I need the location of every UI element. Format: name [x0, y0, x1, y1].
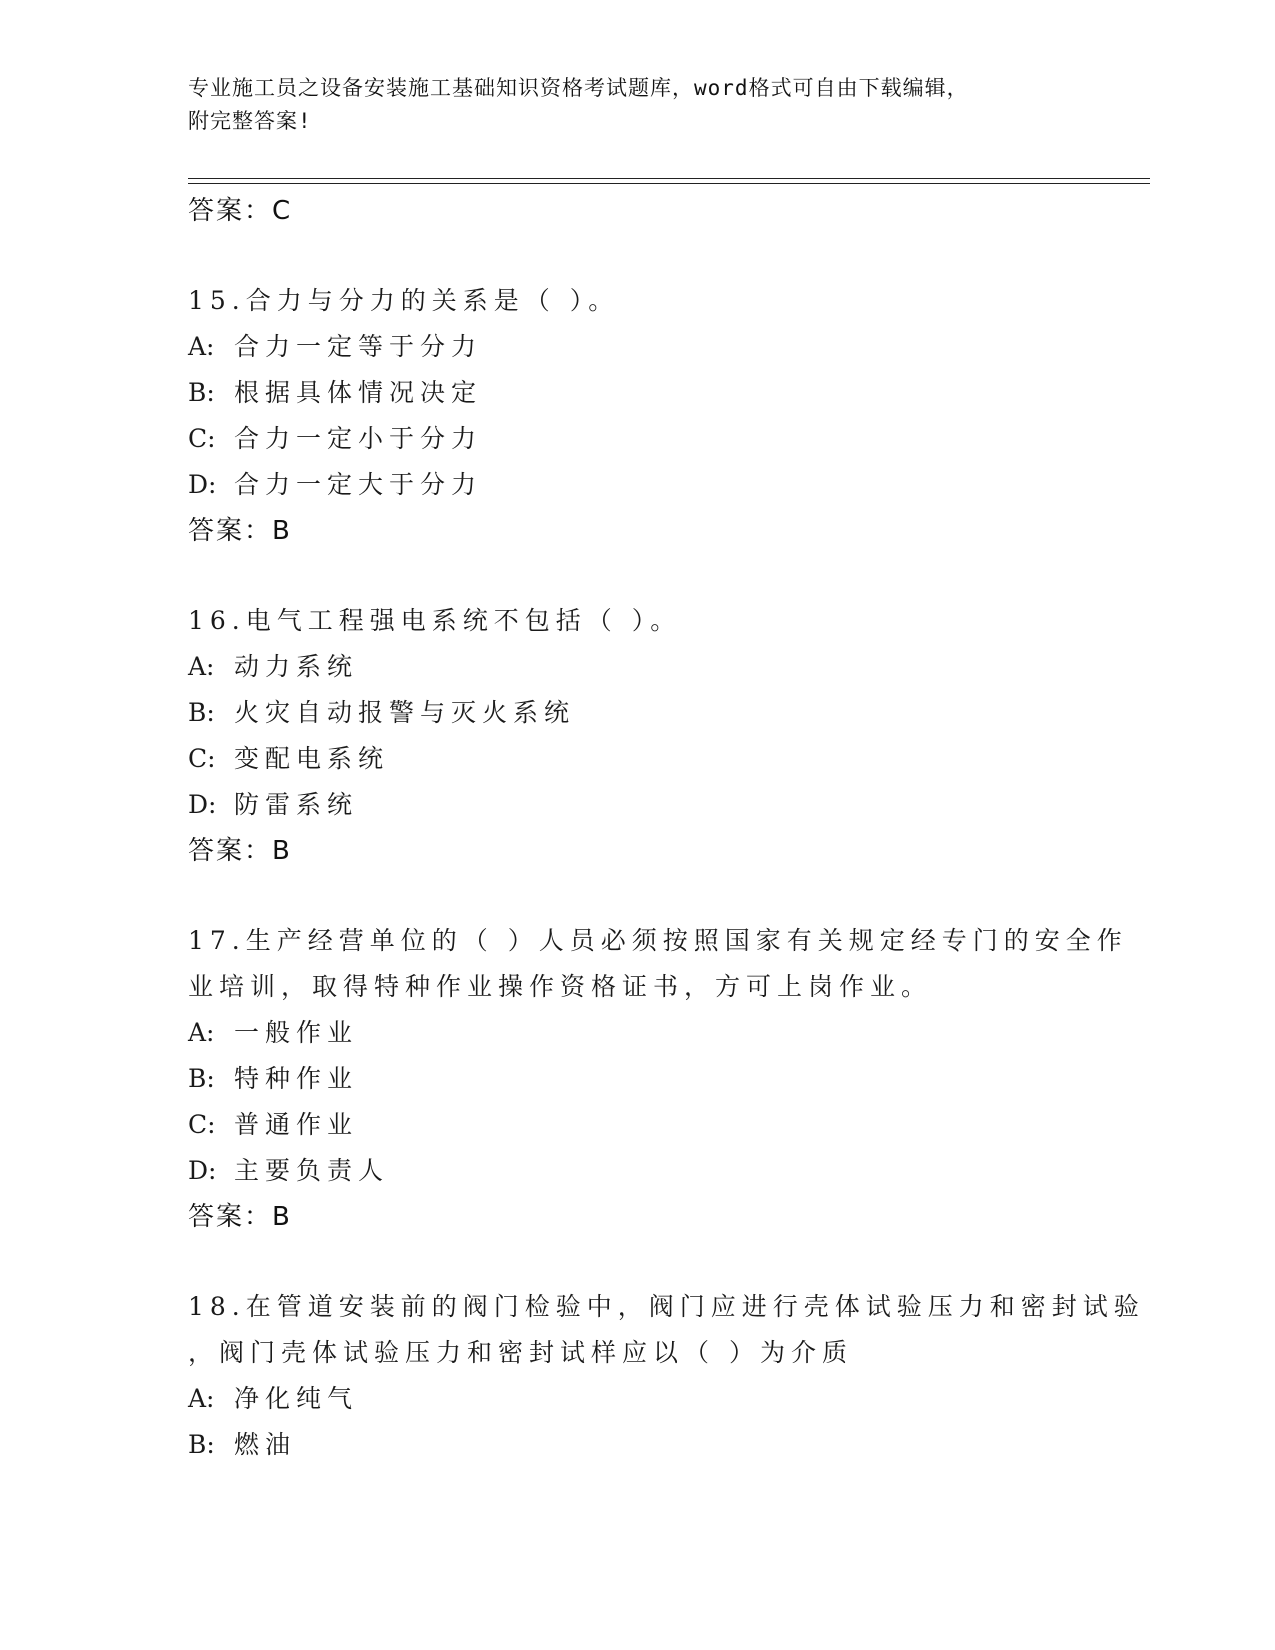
question-stem: 15.合力与分力的关系是（ ）。: [188, 286, 620, 315]
option-c: [188, 416, 1088, 462]
option-text: 火灾自动报警与灭火系统: [234, 698, 576, 727]
option-text: 合力一定等于分力: [234, 332, 483, 361]
option-b: [188, 690, 1088, 736]
question-stem-continued: ，阀门壳体试验压力和密封试样应以（ ）为介质: [188, 1338, 853, 1367]
document-header: [188, 72, 1068, 138]
question-17: [188, 918, 1128, 1240]
option-letter: D:: [188, 1156, 217, 1185]
header-divider-top: [188, 178, 1150, 179]
question-16: [188, 598, 1088, 874]
option-letter: C:: [188, 744, 216, 773]
option-letter: B:: [188, 378, 215, 407]
answer-line: 答案：B: [188, 836, 292, 866]
answer-line: 答案：B: [188, 1202, 292, 1232]
option-c: [188, 1102, 1088, 1148]
option-b: [188, 1422, 1088, 1468]
option-a: [188, 644, 1088, 690]
question-18: [188, 1284, 1145, 1468]
option-letter: C:: [188, 1110, 216, 1139]
option-letter: B:: [188, 1430, 215, 1459]
option-letter: B:: [188, 1064, 215, 1093]
option-text: 一般作业: [234, 1018, 359, 1047]
option-letter: A:: [188, 652, 215, 681]
option-text: 特种作业: [234, 1064, 359, 1093]
question-15: [188, 278, 1088, 554]
option-letter: A:: [188, 332, 215, 361]
option-text: 防雷系统: [234, 790, 359, 819]
header-line-2: 附完整答案!: [188, 109, 312, 133]
answer-line: 答案：B: [188, 516, 292, 546]
answer-line: 答案：C: [188, 196, 293, 226]
option-b: [188, 1056, 1088, 1102]
question-stem-continued: 业培训，取得特种作业操作资格证书，方可上岗作业。: [188, 972, 933, 1001]
header-line-1: 专业施工员之设备安装施工基础知识资格考试题库，word格式可自由下载编辑，: [188, 76, 969, 100]
question-stem: 17.生产经营单位的（ ）人员必须按照国家有关规定经专门的安全作: [188, 926, 1128, 955]
option-letter: A:: [188, 1384, 215, 1413]
option-c: [188, 736, 1088, 782]
option-letter: A:: [188, 1018, 215, 1047]
option-text: 净化纯气: [234, 1384, 359, 1413]
option-letter: C:: [188, 424, 216, 453]
option-letter: D:: [188, 790, 217, 819]
question-stem: 16.电气工程强电系统不包括（ ）。: [188, 606, 682, 635]
option-text: 动力系统: [234, 652, 359, 681]
option-a: [188, 324, 1088, 370]
option-text: 变配电系统: [234, 744, 390, 773]
option-text: 主要负责人: [234, 1156, 390, 1185]
question-list: [188, 188, 1145, 1468]
option-text: 普通作业: [234, 1110, 359, 1139]
header-divider-bottom: [188, 183, 1150, 184]
option-text: 燃油: [234, 1430, 297, 1459]
option-d: [188, 1148, 1088, 1194]
option-d: [188, 782, 1088, 828]
option-a: [188, 1010, 1088, 1056]
option-letter: D:: [188, 470, 217, 499]
option-text: 合力一定小于分力: [234, 424, 483, 453]
option-a: [188, 1376, 1088, 1422]
option-text: 合力一定大于分力: [234, 470, 483, 499]
option-letter: B:: [188, 698, 215, 727]
option-d: [188, 462, 1088, 508]
option-b: [188, 370, 1088, 416]
question-stem: 18.在管道安装前的阀门检验中，阀门应进行壳体试验压力和密封试验: [188, 1292, 1145, 1321]
option-text: 根据具体情况决定: [234, 378, 483, 407]
